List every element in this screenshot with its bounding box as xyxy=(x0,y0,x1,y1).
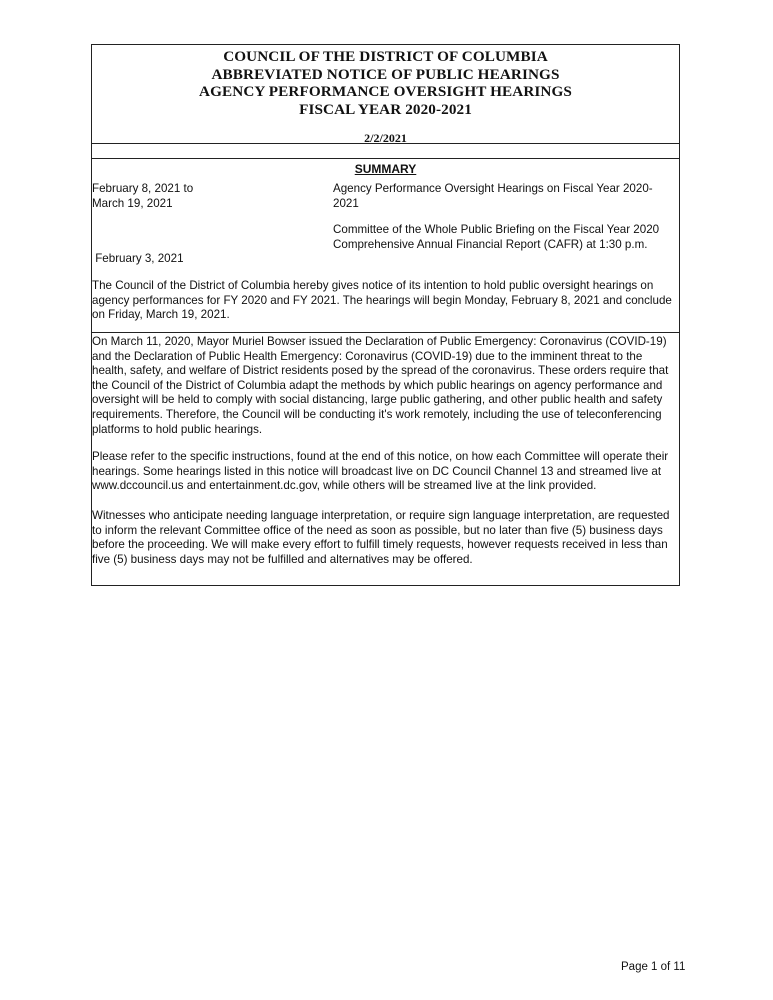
summary-row-1-date: February 8, 2021 to March 19, 2021 xyxy=(92,182,194,210)
notice-header xyxy=(92,45,679,145)
hearings-title: AGENCY PERFORMANCE OVERSIGHT HEARINGS xyxy=(199,83,572,100)
summary-row-1-description: Agency Performance Oversight Hearings on Fiscal Year 2020- 2021 xyxy=(333,182,653,210)
fiscal-year-title: FISCAL YEAR 2020-2021 xyxy=(299,100,472,118)
summary-heading: SUMMARY xyxy=(354,162,417,176)
emergency-paragraph: On March 11, 2020, Mayor Muriel Bowser issued the Declaration of Public Emergency: Coronavirus (COVID-19) and the Declaration of Public Health Emergency: Coronavirus (COVID-19) due to the imminent threat to the health, safety, and welfare of District residents posed by the spread of the coronavirus. These orders require that the Council of the District of Columbia adapt the methods by which public hearings on agency performance and oversight will be held to comply with social distancing, large public gathering, and other public health and safety requirements. Therefore, the Council will be conducting it's work remotely, including the use of teleconferencing platforms to hold public hearings. xyxy=(92,335,669,436)
summary-row-2-description: Committee of the Whole Public Briefing on the Fiscal Year 2020 Comprehensive Annual Financial Report (CAFR) at 1:30 p.m. xyxy=(333,223,660,251)
intro-divider xyxy=(92,332,679,333)
intro-paragraph: The Council of the District of Columbia hereby gives notice of its intention to hold public oversight hearings on agency performances for FY 2020 and FY 2021. The hearings will begin Monday, February 8, 2021 and conclude on Friday, March 19, 2021. xyxy=(92,279,672,322)
summary-row-2-date: February 3, 2021 xyxy=(92,252,184,266)
page-number: Page 1 of 11 xyxy=(621,961,686,973)
notice-frame xyxy=(91,44,680,586)
council-title: COUNCIL OF THE DISTRICT OF COLUMBIA xyxy=(223,48,548,65)
notice-date: 2/2/2021 xyxy=(364,131,407,145)
summary-divider xyxy=(92,158,679,159)
instructions-paragraph: Please refer to the specific instructions, found at the end of this notice, on how each Committee will operate their hearings. Some hearings listed in this notice will broadcast live on DC Council Channel 13 and streamed live at www.dccouncil.us and entertainment.dc.gov, while others will be streamed live at the link provided. xyxy=(92,450,669,493)
notice-title: ABBREVIATED NOTICE OF PUBLIC HEARINGS xyxy=(211,65,560,83)
header-divider xyxy=(92,143,679,144)
witnesses-paragraph: Witnesses who anticipate needing language interpretation, or require sign language interpretation, are requested to inform the relevant Committee office of the need as soon as possible, but no later than five (5) business days before the proceeding. We will make every effort to fulfill timely requests, however requests received in less than five (5) business days may not be fulfilled and alternatives may be offered. xyxy=(92,509,670,566)
